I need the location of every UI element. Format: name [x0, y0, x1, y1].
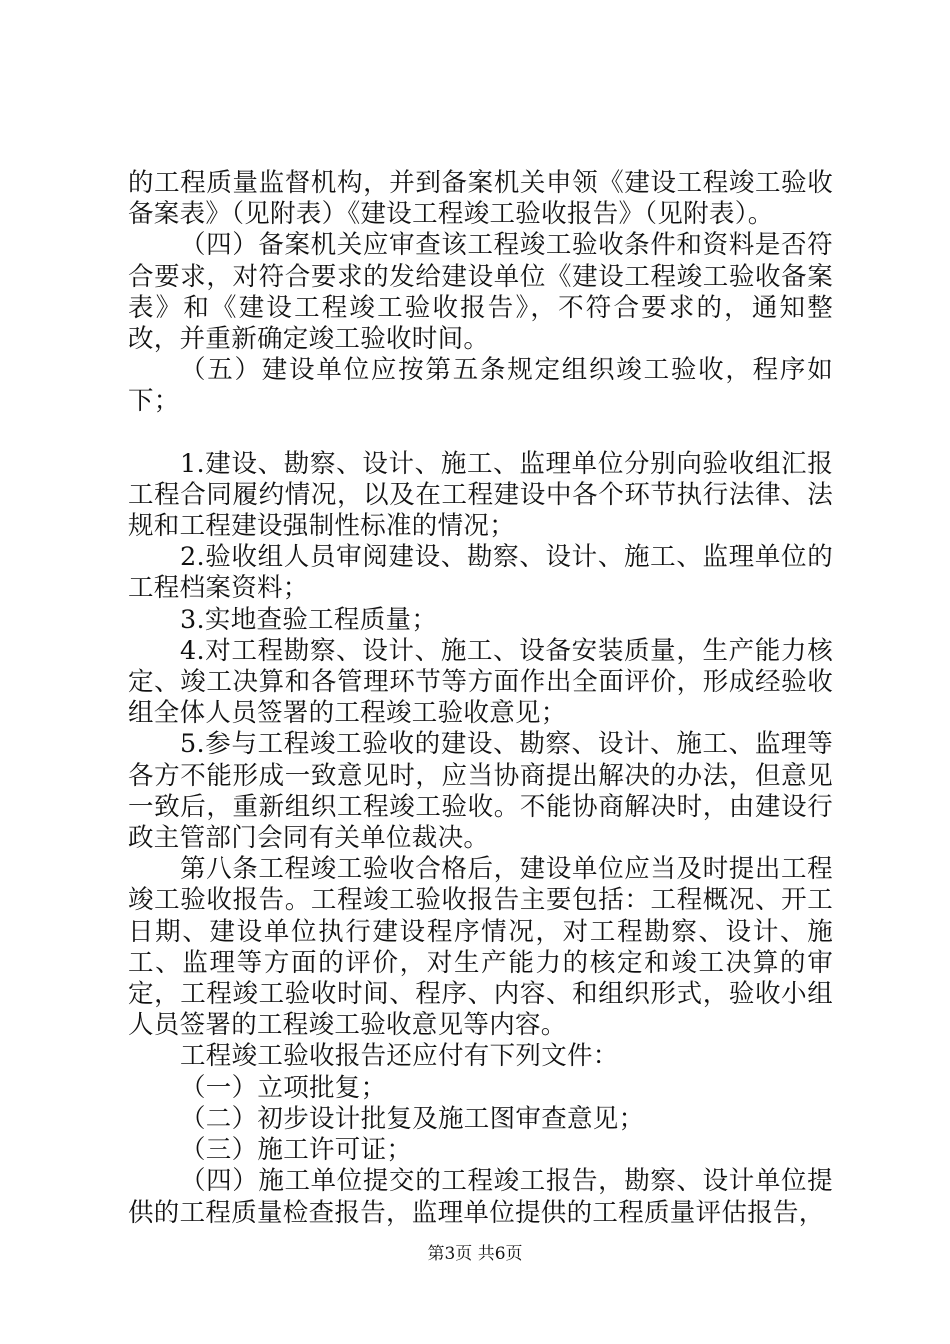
attached-file-3: （三）施工许可证； [180, 1135, 413, 1166]
procedure-step-1: 1.建设、勘察、设计、施工、监理单位分别向验收组汇报工程合同履约情况，以及在工程建设中各个环节执行法律、法规和工程建设强制性标准的情况； [128, 448, 833, 542]
procedure-step-4: 4.对工程勘察、设计、施工、设备安装质量，生产能力核定、竣工决算和各管理环节等方面作出全面评价，形成经验收组全体人员签署的工程竣工验收意见； [128, 635, 833, 729]
attached-file-2: （二）初步设计批复及施工图审查意见； [180, 1103, 645, 1134]
paragraph-item-4: （四）备案机关应审查该工程竣工验收条件和资料是否符合要求，对符合要求的发给建设单位《建设工程竣工验收备案表》和《建设工程竣工验收报告》，不符合要求的，通知整改，并重新确定竣工验收时间。 [128, 230, 833, 355]
article-8: 第八条工程竣工验收合格后，建设单位应当及时提出工程竣工验收报告。工程竣工验收报告主要包括：工程概况、开工日期、建设单位执行建设程序情况，对工程勘察、设计、施工、监理等方面的评价，对生产能力的核定和竣工决算的审定，工程竣工验收时间、程序、内容、和组织形式，验收小组人员签署的工程竣工验收意见等内容。 [128, 854, 833, 1041]
paragraph-item-5: （五）建设单位应按第五条规定组织竣工验收，程序如下； [128, 355, 833, 417]
procedure-step-3: 3.实地查验工程质量； [180, 604, 438, 635]
paragraph-spacer [128, 418, 833, 449]
attached-files-intro: 工程竣工验收报告还应付有下列文件： [180, 1041, 619, 1072]
procedure-step-2: 2.验收组人员审阅建设、勘察、设计、施工、监理单位的工程档案资料； [128, 542, 833, 604]
page-number-footer: 第3页 共6页 [427, 1244, 523, 1264]
attached-file-4: （四）施工单位提交的工程竣工报告，勘察、设计单位提供的工程质量检查报告，监理单位提供的工程质量评估报告， [128, 1166, 833, 1228]
paragraph-continuation: 的工程质量监督机构，并到备案机关申领《建设工程竣工验收备案表》（见附表）《建设工程竣工验收报告》（见附表）。 [128, 168, 833, 230]
procedure-step-5: 5.参与工程竣工验收的建设、勘察、设计、施工、监理等各方不能形成一致意见时，应当协商提出解决的办法，但意见一致后，重新组织工程竣工验收。不能协商解决时，由建设行政主管部门会同有关单位裁决。 [128, 729, 833, 854]
attached-file-1: （一）立项批复； [180, 1072, 387, 1103]
document-body [128, 168, 833, 1229]
